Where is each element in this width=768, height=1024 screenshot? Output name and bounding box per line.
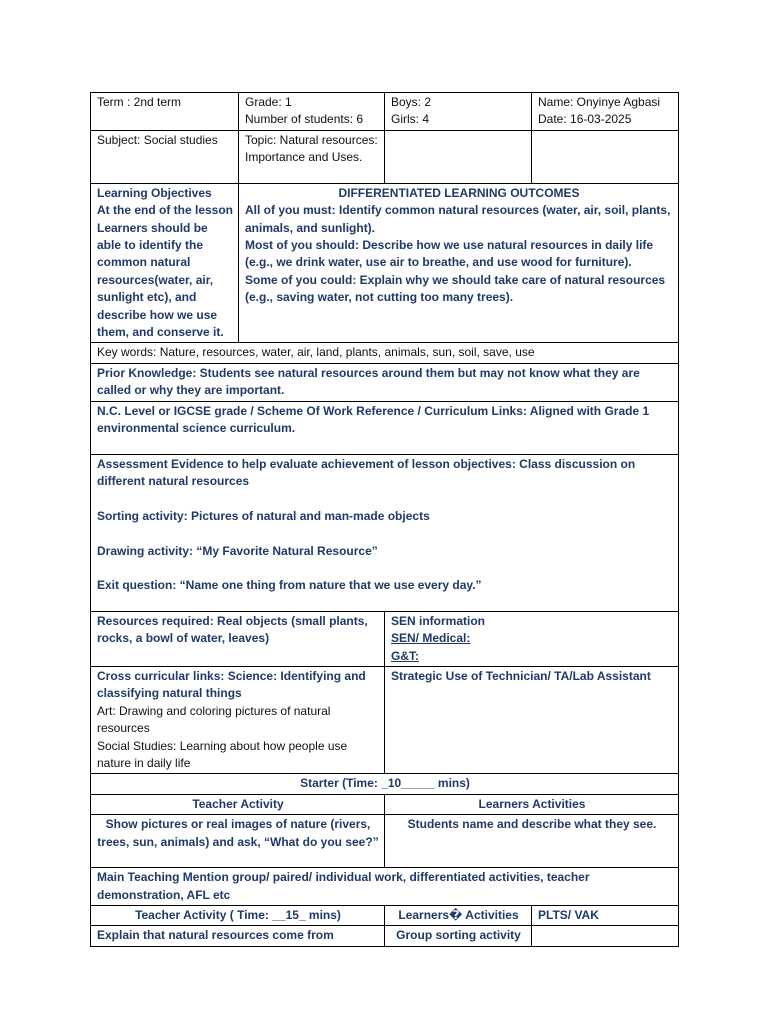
- main-columns-row: [91, 905, 679, 925]
- cross-curricular-row: [91, 666, 679, 773]
- assessment-row: [91, 454, 679, 611]
- starter-title-row: [91, 774, 679, 794]
- gender-cell: [385, 93, 532, 131]
- resources-text: Resources required: Real objects (small plants, rocks, a bowl of water, leaves): [97, 613, 368, 646]
- resources-cell: [91, 611, 385, 666]
- main-teaching-heading: Main Teaching Mention group/ paired/ individual work, differentiated activities, teacher demonstration, AFL etc: [97, 870, 590, 902]
- main-teaching-cell: [91, 868, 679, 906]
- main-learners-col-cell: [385, 905, 532, 925]
- exit-question-text: Exit question: “Name one thing from nature that we use every day.”: [97, 578, 482, 593]
- subject-cell: [91, 130, 239, 183]
- prior-knowledge-text: Prior Knowledge: Students see natural resources around them but may not know what they are called or why they are important.: [97, 365, 640, 398]
- subject-text: Subject: Social studies: [97, 132, 218, 147]
- term-cell: [91, 93, 239, 131]
- cross-curricular-cell: [91, 666, 385, 773]
- plts-vak-heading: PLTS/ VAK: [538, 907, 599, 922]
- number-of-students-text: Number of students: 6: [245, 112, 364, 127]
- cross-curricular-social-studies: Social Studies: Learning about how people use nature in daily life: [97, 738, 348, 770]
- topic-cell: [239, 130, 385, 183]
- main-teaching-row: [91, 868, 679, 906]
- sen-medical-label: SEN/ Medical:: [391, 631, 471, 646]
- gifted-talented-label: G&T:: [391, 648, 419, 663]
- main-teacher-text: Explain that natural resources come from: [97, 928, 334, 943]
- outcome-most: Most of you should: Describe how we use natural resources in daily life (e.g., we drink water, use air to breathe, and use wood for furniture).: [245, 238, 654, 270]
- sorting-activity-text: Sorting activity: Pictures of natural and man-made objects: [97, 508, 430, 523]
- teacher-cell: [532, 93, 679, 131]
- keywords-cell: [91, 343, 679, 363]
- learners-activities-heading-cell: [385, 794, 679, 814]
- outcomes-cell: [239, 183, 679, 343]
- cross-curricular-art: Art: Drawing and coloring pictures of natural resources: [97, 703, 331, 736]
- learning-objectives-heading: Learning Objectives: [97, 185, 212, 200]
- starter-headings-row: [91, 794, 679, 814]
- main-learners-text: Group sorting activity: [396, 928, 521, 943]
- prior-knowledge-cell: [91, 363, 679, 401]
- curriculum-text: N.C. Level or IGCSE grade / Scheme Of Work Reference / Curriculum Links: Aligned with Grade 1 environmental science curriculum.: [97, 403, 650, 436]
- empty-cell: [385, 130, 532, 183]
- drawing-activity-text: Drawing activity: “My Favorite Natural Resource”: [97, 543, 378, 558]
- resources-row: [91, 611, 679, 666]
- main-teacher-cell: [91, 926, 385, 946]
- main-plts-cell: [532, 926, 679, 946]
- girls-text: Girls: 4: [391, 112, 430, 127]
- outcomes-heading: DIFFERENTIATED LEARNING OUTCOMES: [338, 185, 580, 200]
- assessment-cell: [91, 454, 679, 611]
- learning-objectives-cell: [91, 183, 239, 343]
- starter-title-cell: [91, 774, 679, 794]
- sen-information-label: SEN information: [391, 613, 486, 628]
- term-text: Term : 2nd term: [97, 95, 182, 109]
- teacher-activity-heading: Teacher Activity: [192, 796, 284, 811]
- boys-text: Boys: 2: [391, 95, 432, 109]
- main-teacher-col-cell: [91, 905, 385, 925]
- outcome-all: All of you must: Identify common natural resources (water, air, soil, plants, animals, and sunlight).: [245, 203, 671, 235]
- assessment-intro: Assessment Evidence to help evaluate achievement of lesson objectives: Class discussion on different natural resources: [97, 456, 636, 489]
- starter-title: Starter (Time: _10_____ mins): [300, 776, 470, 791]
- curriculum-cell: [91, 401, 679, 454]
- starter-learners-cell: [385, 815, 679, 868]
- learners-activities-heading: Learners Activities: [478, 796, 586, 811]
- grade-cell: [239, 93, 385, 131]
- header-row: [91, 93, 679, 131]
- starter-teacher-text: Show pictures or real images of nature (rivers, trees, sun, animals) and ask, “What do you see?”: [97, 817, 379, 849]
- keywords-text: Key words: Nature, resources, water, air, land, plants, animals, sun, soil, save, use: [97, 345, 535, 360]
- starter-learners-text: Students name and describe what they see.: [407, 817, 657, 832]
- cross-curricular-science: Cross curricular links: Science: Identifying and classifying natural things: [97, 668, 366, 701]
- main-content-row: [91, 926, 679, 946]
- outcome-some: Some of you could: Explain why we should take care of natural resources (e.g., saving water, not cutting too many trees).: [245, 272, 666, 305]
- date-text: Date: 16-03-2025: [538, 112, 632, 127]
- topic-text: Topic: Natural resources: Importance and Uses.: [245, 132, 378, 165]
- main-learners-activities-heading: Learners� Activities: [398, 907, 519, 922]
- grade-text: Grade: 1: [245, 95, 292, 109]
- objectives-row: [91, 183, 679, 343]
- teacher-activity-heading-cell: [91, 794, 385, 814]
- technician-text: Strategic Use of Technician/ TA/Lab Assistant: [391, 668, 651, 683]
- technician-cell: [385, 666, 679, 773]
- main-teacher-activity-heading: Teacher Activity ( Time: __15_ mins): [135, 907, 341, 922]
- curriculum-row: [91, 401, 679, 454]
- starter-content-row: [91, 815, 679, 868]
- teacher-name-text: Name: Onyinye Agbasi: [538, 95, 661, 109]
- empty-cell: [532, 130, 679, 183]
- subject-row: [91, 130, 679, 183]
- sen-cell: [385, 611, 679, 666]
- prior-knowledge-row: [91, 363, 679, 401]
- plts-col-cell: [532, 905, 679, 925]
- learning-objectives-text: At the end of the lesson Learners should be able to identify the common natural resources(water, air, sunlight etc), and describe how we use them, and conserve it.: [97, 203, 234, 340]
- lesson-plan-table: [90, 92, 679, 947]
- main-learners-cell: [385, 926, 532, 946]
- starter-teacher-cell: [91, 815, 385, 868]
- keywords-row: [91, 343, 679, 363]
